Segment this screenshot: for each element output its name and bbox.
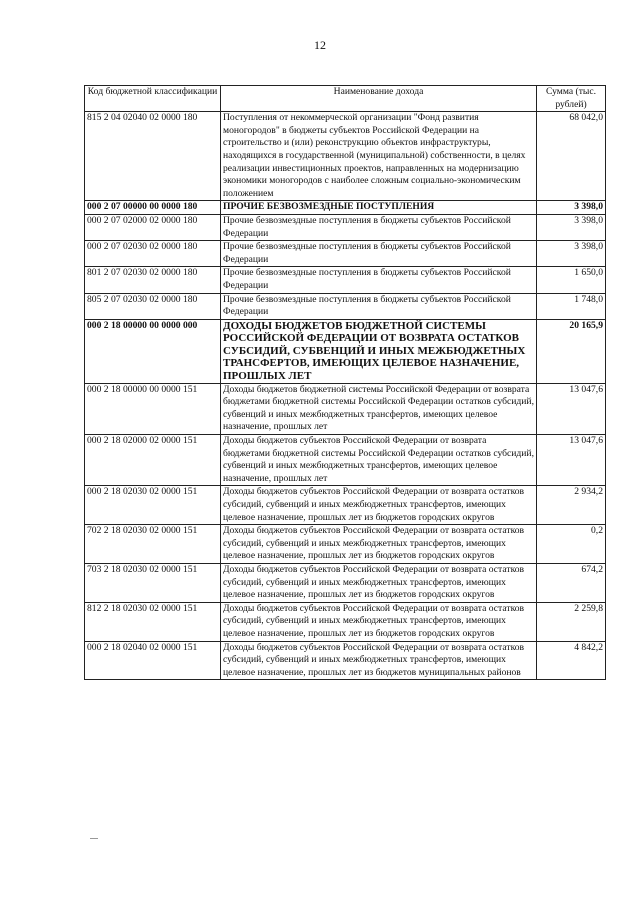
row-name: Поступления от некоммерческой организации "Фонд развития моногородов" в бюджеты субъектов Российской Федерации на строительство и (или) реконструкцию объектов инфраструктуры, находящихся в государственной (муниципальной) собственности, в целях реализации инвестиционных проектов, направленных на модернизацию экономики моногородов с наиболее сложным социально-экономическим положением <box>221 112 537 201</box>
row-name: Прочие безвозмездные поступления в бюджеты субъектов Российской Федерации <box>221 293 537 319</box>
table-row <box>85 602 606 641</box>
row-code: 703 2 18 02030 02 0000 151 <box>85 563 221 602</box>
row-amount: 3 398,0 <box>537 214 606 240</box>
table-row <box>85 525 606 564</box>
row-code: 702 2 18 02030 02 0000 151 <box>85 525 221 564</box>
revenue-table <box>84 85 606 680</box>
table-row <box>85 435 606 486</box>
row-code: 000 2 07 02000 02 0000 180 <box>85 214 221 240</box>
table-row <box>85 486 606 525</box>
page-mark <box>90 838 98 839</box>
table-row <box>85 241 606 267</box>
row-amount: 1 748,0 <box>537 293 606 319</box>
row-name: Прочие безвозмездные поступления в бюджеты субъектов Российской Федерации <box>221 267 537 293</box>
row-code: 000 2 07 02030 02 0000 180 <box>85 241 221 267</box>
row-amount: 2 934,2 <box>537 486 606 525</box>
row-name: ДОХОДЫ БЮДЖЕТОВ БЮДЖЕТНОЙ СИСТЕМЫ РОССИЙСКОЙ ФЕДЕРАЦИИ ОТ ВОЗВРАТА ОСТАТКОВ СУБСИДИЙ, СУБВЕНЦИЙ И ИНЫХ МЕЖБЮДЖЕТНЫХ ТРАНСФЕРТОВ, ИМЕЮЩИХ ЦЕЛЕВОЕ НАЗНАЧЕНИЕ, ПРОШЛЫХ ЛЕТ <box>221 319 537 383</box>
table-row <box>85 641 606 680</box>
row-code: 801 2 07 02030 02 0000 180 <box>85 267 221 293</box>
table-row <box>85 214 606 240</box>
row-code: 812 2 18 02030 02 0000 151 <box>85 602 221 641</box>
table-row <box>85 319 606 383</box>
row-name: Прочие безвозмездные поступления в бюджеты субъектов Российской Федерации <box>221 214 537 240</box>
table-row <box>85 383 606 434</box>
row-name: Доходы бюджетов субъектов Российской Федерации от возврата остатков субсидий, субвенций и иных межбюджетных трансфертов, имеющих целевое назначение, прошлых лет из бюджетов городских округов <box>221 602 537 641</box>
row-code: 000 2 18 00000 00 0000 000 <box>85 319 221 383</box>
row-amount: 68 042,0 <box>537 112 606 201</box>
row-name: Доходы бюджетов субъектов Российской Федерации от возврата остатков субсидий, субвенций и иных межбюджетных трансфертов, имеющих целевое назначение, прошлых лет из бюджетов муниципальных районов <box>221 641 537 680</box>
row-amount: 3 398,0 <box>537 241 606 267</box>
header-name: Наименование дохода <box>221 86 537 112</box>
row-amount: 4 842,2 <box>537 641 606 680</box>
row-name: Доходы бюджетов субъектов Российской Федерации от возврата бюджетами бюджетной системы Российской Федерации остатков субсидий, субвенций и иных межбюджетных трансфертов, имеющих целевое назначение, прошлых лет <box>221 435 537 486</box>
row-amount: 0,2 <box>537 525 606 564</box>
header-code: Код бюджетной классификации <box>85 86 221 112</box>
row-name: Доходы бюджетов субъектов Российской Федерации от возврата остатков субсидий, субвенций и иных межбюджетных трансфертов, имеющих целевое назначение, прошлых лет из бюджетов городских округов <box>221 525 537 564</box>
row-amount: 674,2 <box>537 563 606 602</box>
table-header-row <box>85 86 606 112</box>
row-name: Доходы бюджетов бюджетной системы Российской Федерации от возврата бюджетами бюджетной системы Российской Федерации остатков субсидий, субвенций и иных межбюджетных трансфертов, имеющих целевое назначение, прошлых лет <box>221 383 537 434</box>
row-code: 815 2 04 02040 02 0000 180 <box>85 112 221 201</box>
table-row <box>85 201 606 215</box>
row-code: 000 2 18 02040 02 0000 151 <box>85 641 221 680</box>
table-row <box>85 112 606 201</box>
row-code: 000 2 18 02000 02 0000 151 <box>85 435 221 486</box>
row-amount: 3 398,0 <box>537 201 606 215</box>
row-code: 000 2 18 00000 00 0000 151 <box>85 383 221 434</box>
row-name: Прочие безвозмездные поступления в бюджеты субъектов Российской Федерации <box>221 241 537 267</box>
row-name: Доходы бюджетов субъектов Российской Федерации от возврата остатков субсидий, субвенций и иных межбюджетных трансфертов, имеющих целевое назначение, прошлых лет из бюджетов городских округов <box>221 486 537 525</box>
row-amount: 13 047,6 <box>537 383 606 434</box>
table-row <box>85 267 606 293</box>
header-amount: Сумма (тыс. рублей) <box>537 86 606 112</box>
table-row <box>85 563 606 602</box>
row-code: 000 2 07 00000 00 0000 180 <box>85 201 221 215</box>
row-name: Доходы бюджетов субъектов Российской Федерации от возврата остатков субсидий, субвенций и иных межбюджетных трансфертов, имеющих целевое назначение, прошлых лет из бюджетов городских округов <box>221 563 537 602</box>
row-amount: 20 165,9 <box>537 319 606 383</box>
row-amount: 13 047,6 <box>537 435 606 486</box>
page-number: 12 <box>314 38 326 52</box>
row-code: 805 2 07 02030 02 0000 180 <box>85 293 221 319</box>
row-amount: 1 650,0 <box>537 267 606 293</box>
table-body <box>85 112 606 680</box>
row-code: 000 2 18 02030 02 0000 151 <box>85 486 221 525</box>
row-name: ПРОЧИЕ БЕЗВОЗМЕЗДНЫЕ ПОСТУПЛЕНИЯ <box>221 201 537 215</box>
table-row <box>85 293 606 319</box>
row-amount: 2 259,8 <box>537 602 606 641</box>
